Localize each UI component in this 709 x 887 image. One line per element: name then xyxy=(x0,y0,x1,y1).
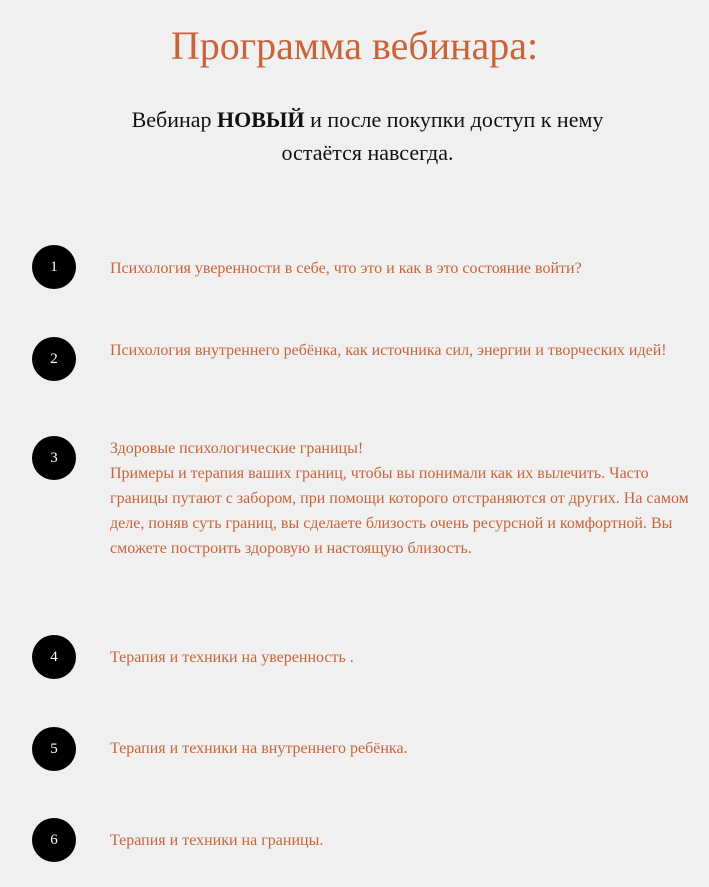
subtitle-bold: НОВЫЙ xyxy=(217,107,305,132)
number-badge: 6 xyxy=(32,818,76,862)
program-item-line: Терапия и техники на границы. xyxy=(110,832,324,849)
subtitle-prefix: Вебинар xyxy=(131,107,218,132)
page-subtitle xyxy=(100,103,635,169)
page-title: Программа вебинара: xyxy=(170,23,539,68)
program-item-line: Здоровые психологические границы! xyxy=(110,440,364,457)
program-item-line: Психология уверенности в себе, что это и как в это состояние войти? xyxy=(110,260,582,277)
program-item-text xyxy=(110,828,690,853)
number-badge: 3 xyxy=(32,436,76,480)
program-item-line: Примеры и терапия ваших границ, чтобы вы понимали как их вылечить. Часто границы путают с забором, при помощи которого отстраняются от других. На самом деле, поняв суть границ, вы сделаете близость очень ресурсной и комфортной. Вы сможете построить здоровую и настоящую близость. xyxy=(110,465,689,557)
program-item-line: Терапия и техники на уверенность . xyxy=(110,649,354,666)
number-badge: 2 xyxy=(32,337,76,381)
program-item-line: Терапия и техники на внутреннего ребёнка. xyxy=(110,740,408,757)
number-badge: 1 xyxy=(32,245,76,289)
subtitle-suffix: и после покупки доступ к нему остаётся навсегда. xyxy=(281,107,604,165)
program-item-line: Психология внутреннего ребёнка, как источника сил, энергии и творческих идей! xyxy=(110,342,667,359)
number-badge: 5 xyxy=(32,727,76,771)
program-item-text xyxy=(110,736,690,761)
program-item-text xyxy=(110,436,690,561)
program-item-text xyxy=(110,338,690,363)
program-item-text xyxy=(110,645,690,670)
number-badge: 4 xyxy=(32,635,76,679)
program-item-text xyxy=(110,256,690,281)
